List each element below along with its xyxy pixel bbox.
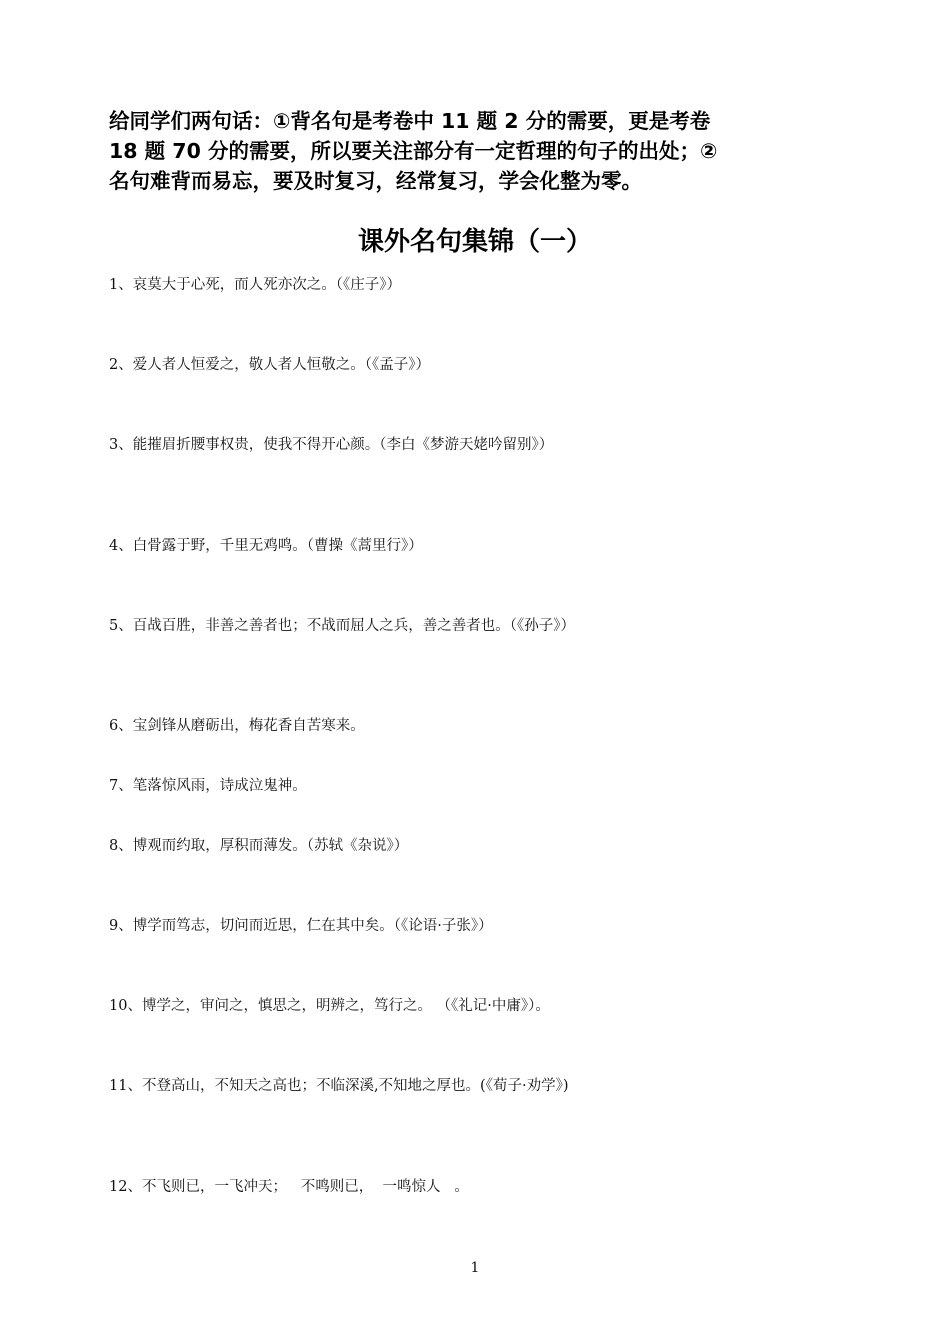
quote-item-1: 1、哀莫大于心死，而人死亦次之。（《庄子》） <box>109 277 401 293</box>
intro-line-3: 名句难背而易忘，要及时复习，经常复习，学会化整为零。 <box>109 169 642 193</box>
quote-item-2: 2、爱人者人恒爱之，敬人者人恒敬之。（《孟子》） <box>109 357 430 373</box>
quote-item-4: 4、白骨露于野，千里无鸡鸣。（曹操《蒿里行》） <box>109 538 423 554</box>
page-title: 课外名句集锦（一） <box>357 227 592 257</box>
intro-line-1: 给同学们两句话：①背名句是考卷中 11 题 2 分的需要，更是考卷 <box>109 109 711 133</box>
intro-note <box>109 106 849 196</box>
quote-item-8: 8、博观而约取，厚积而薄发。（苏轼《杂说》） <box>109 838 409 854</box>
page-number: 1 <box>470 1260 480 1276</box>
quote-item-11: 11、不登高山，不知天之高也；不临深溪,不知地之厚也。(《荀子·劝学》) <box>109 1078 569 1094</box>
quote-item-6: 6、宝剑锋从磨砺出，梅花香自苦寒来。 <box>109 718 365 734</box>
quote-item-3: 3、能摧眉折腰事权贵，使我不得开心颜。（李白《梦游天姥吟留别》） <box>109 437 554 453</box>
quote-item-12: 12、不飞则已，一飞冲天； 不鸣则已， 一鸣惊人 。 <box>109 1179 469 1195</box>
quote-item-9: 9、博学而笃志，切问而近思，仁在其中矣。（《论语·子张》） <box>109 918 493 934</box>
quote-item-5: 5、百战百胜，非善之善者也；不战而屈人之兵，善之善者也。（《孙子》） <box>109 618 575 634</box>
quote-item-10: 10、博学之，审问之，慎思之，明辨之，笃行之。 （《礼记·中庸》）。 <box>109 998 550 1014</box>
intro-line-2: 18 题 70 分的需要，所以要关注部分有一定哲理的句子的出处；② <box>109 139 718 163</box>
quote-item-7: 7、笔落惊风雨，诗成泣鬼神。 <box>109 778 307 794</box>
